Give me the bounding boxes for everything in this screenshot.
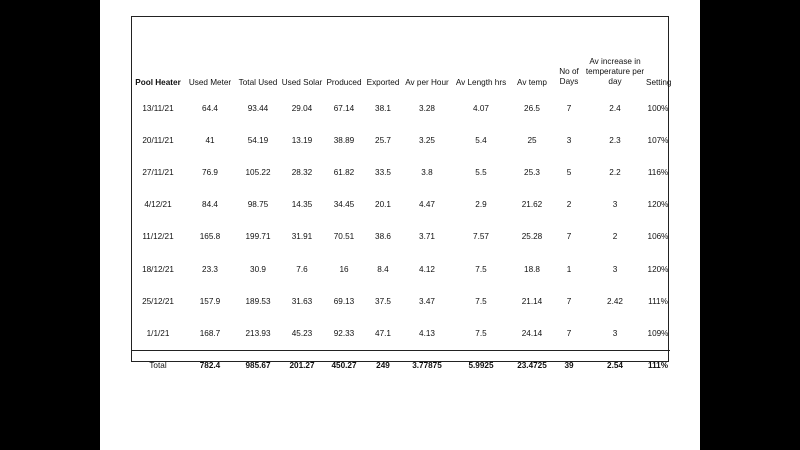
table-cell: 29.04 <box>291 103 313 113</box>
table-cell: 109% <box>647 328 669 338</box>
header-cell: Produced <box>326 78 362 87</box>
table-cell: 168.7 <box>199 328 221 338</box>
table-cell: 5.5 <box>475 167 487 177</box>
header-cell: Av increase in temperature per day <box>585 57 645 86</box>
total-label: Total <box>132 350 184 380</box>
table-cell: 84.4 <box>202 200 218 210</box>
table-cell: 30.9 <box>250 264 266 274</box>
table-cell: 2.9 <box>475 200 487 210</box>
table-cell: 199.71 <box>245 232 271 242</box>
total-cell: 23.4725 <box>510 350 554 380</box>
table-cell: 69.13 <box>333 296 355 306</box>
table-cell: 34.45 <box>333 200 355 210</box>
total-cell: 450.27 <box>324 350 364 380</box>
table-cell: 23.3 <box>202 264 218 274</box>
total-cell: 39 <box>554 350 584 380</box>
header-cell: Setting <box>646 78 672 87</box>
table-cell: 13/11/21 <box>142 103 174 113</box>
table-cell: 3 <box>612 264 618 274</box>
table-cell: 16 <box>339 264 349 274</box>
table-row <box>132 317 670 350</box>
table-cell: 2 <box>612 232 618 242</box>
table-cell: 111% <box>648 296 668 306</box>
table-cell: 31.91 <box>291 232 313 242</box>
slide <box>100 0 700 450</box>
table-cell: 1 <box>566 264 572 274</box>
table-cell: 26.5 <box>524 103 540 113</box>
table-cell: 7 <box>566 103 572 113</box>
table-cell: 3.47 <box>419 296 435 306</box>
table-cell: 18.8 <box>524 264 540 274</box>
total-cell: 5.9925 <box>452 350 510 380</box>
table-cell: 4/12/21 <box>144 200 172 210</box>
header-cell: Exported <box>366 78 400 87</box>
table-cell: 4.47 <box>419 200 435 210</box>
table-cell: 3 <box>612 200 618 210</box>
table-row <box>132 253 670 285</box>
table-cell: 3.71 <box>419 232 435 242</box>
table-cell: 120% <box>647 264 669 274</box>
table-cell: 2.3 <box>609 135 621 145</box>
pool-heater-table <box>132 17 670 380</box>
table-cell: 21.62 <box>521 200 543 210</box>
total-cell: 111% <box>646 350 670 380</box>
table-cell: 3 <box>566 135 572 145</box>
table-cell: 3 <box>612 328 618 338</box>
table-cell: 64.4 <box>202 103 218 113</box>
table-cell: 38.89 <box>333 135 355 145</box>
table-cell: 33.5 <box>375 167 391 177</box>
header-cell: Used Solar <box>281 78 323 87</box>
table-cell: 5.4 <box>475 135 487 145</box>
table-cell: 100% <box>647 103 669 113</box>
table-cell: 157.9 <box>199 296 221 306</box>
table-cell: 92.33 <box>333 328 355 338</box>
table-cell: 7.5 <box>475 296 487 306</box>
header-cell: Pool Heater <box>135 78 181 87</box>
table-row <box>132 124 670 156</box>
table-cell: 165.8 <box>199 232 221 242</box>
table-cell: 3.8 <box>421 167 433 177</box>
table-cell: 7 <box>566 328 572 338</box>
table-cell: 25 <box>527 135 537 145</box>
table-cell: 4.13 <box>419 328 435 338</box>
table-cell: 7.5 <box>475 328 487 338</box>
table-cell: 21.14 <box>521 296 543 306</box>
table-cell: 28.32 <box>291 167 313 177</box>
table-cell: 7 <box>566 232 572 242</box>
table-cell: 1/1/21 <box>146 328 170 338</box>
header-cell: Av per Hour <box>405 78 449 87</box>
header-cell: No of Days <box>559 67 579 86</box>
table-cell: 47.1 <box>375 328 391 338</box>
table-cell: 61.82 <box>333 167 355 177</box>
table-cell: 105.22 <box>245 167 271 177</box>
table-cell: 24.14 <box>521 328 543 338</box>
table-row <box>132 189 670 221</box>
table-cell: 107% <box>647 135 669 145</box>
table-cell: 2.2 <box>609 167 621 177</box>
table-row <box>132 92 670 124</box>
total-cell: 985.67 <box>236 350 280 380</box>
table-cell: 37.5 <box>375 296 391 306</box>
table-cell: 38.1 <box>375 103 391 113</box>
table-cell: 8.4 <box>377 264 389 274</box>
table-cell: 189.53 <box>245 296 271 306</box>
table-body <box>132 92 670 380</box>
table-cell: 54.19 <box>247 135 269 145</box>
table-cell: 7.6 <box>296 264 308 274</box>
table-cell: 25.7 <box>375 135 391 145</box>
table-cell: 70.51 <box>333 232 355 242</box>
table-cell: 7.5 <box>475 264 487 274</box>
table-cell: 4.12 <box>419 264 435 274</box>
table-cell: 41 <box>205 135 215 145</box>
table-cell: 3.28 <box>419 103 435 113</box>
table-cell: 25.3 <box>524 167 540 177</box>
total-row <box>132 350 670 380</box>
table-cell: 98.75 <box>247 200 269 210</box>
total-cell: 249 <box>364 350 402 380</box>
table-cell: 106% <box>647 232 669 242</box>
table-cell: 5 <box>566 167 572 177</box>
table-cell: 27/11/21 <box>142 167 174 177</box>
table-row <box>132 285 670 317</box>
table-cell: 20.1 <box>375 200 391 210</box>
table-cell: 120% <box>647 200 669 210</box>
table-cell: 76.9 <box>202 167 218 177</box>
table-cell: 25/12/21 <box>142 296 174 306</box>
table-cell: 18/12/21 <box>142 264 174 274</box>
table-cell: 116% <box>647 167 669 177</box>
table-cell: 213.93 <box>245 328 271 338</box>
table-cell: 93.44 <box>247 103 269 113</box>
table-cell: 11/12/21 <box>142 232 174 242</box>
table-row <box>132 156 670 188</box>
table-cell: 14.35 <box>291 200 313 210</box>
table-cell: 7.57 <box>473 232 489 242</box>
table-cell: 7 <box>566 296 572 306</box>
header-cell: Av Length hrs <box>455 78 507 87</box>
table-cell: 38.6 <box>375 232 391 242</box>
header-cell: Total Used <box>238 78 278 87</box>
table-cell: 67.14 <box>333 103 355 113</box>
table-cell: 2 <box>566 200 572 210</box>
table-cell: 13.19 <box>291 135 313 145</box>
total-cell: 201.27 <box>280 350 324 380</box>
table-row <box>132 221 670 253</box>
table-cell: 25.28 <box>521 232 543 242</box>
header-cell: Av temp <box>517 78 547 87</box>
table-cell: 4.07 <box>473 103 489 113</box>
header-row <box>132 17 670 92</box>
total-cell: 782.4 <box>184 350 236 380</box>
table-cell: 20/11/21 <box>142 135 174 145</box>
table-cell: 45.23 <box>291 328 313 338</box>
table-cell: 2.42 <box>607 296 623 306</box>
table-cell: 2.4 <box>609 103 621 113</box>
total-cell: 3.77875 <box>402 350 452 380</box>
total-cell: 2.54 <box>584 350 646 380</box>
spreadsheet-table-frame <box>131 16 672 370</box>
table-cell: 3.25 <box>419 135 435 145</box>
table-cell: 31.63 <box>291 296 313 306</box>
header-cell: Used Meter <box>188 78 232 87</box>
